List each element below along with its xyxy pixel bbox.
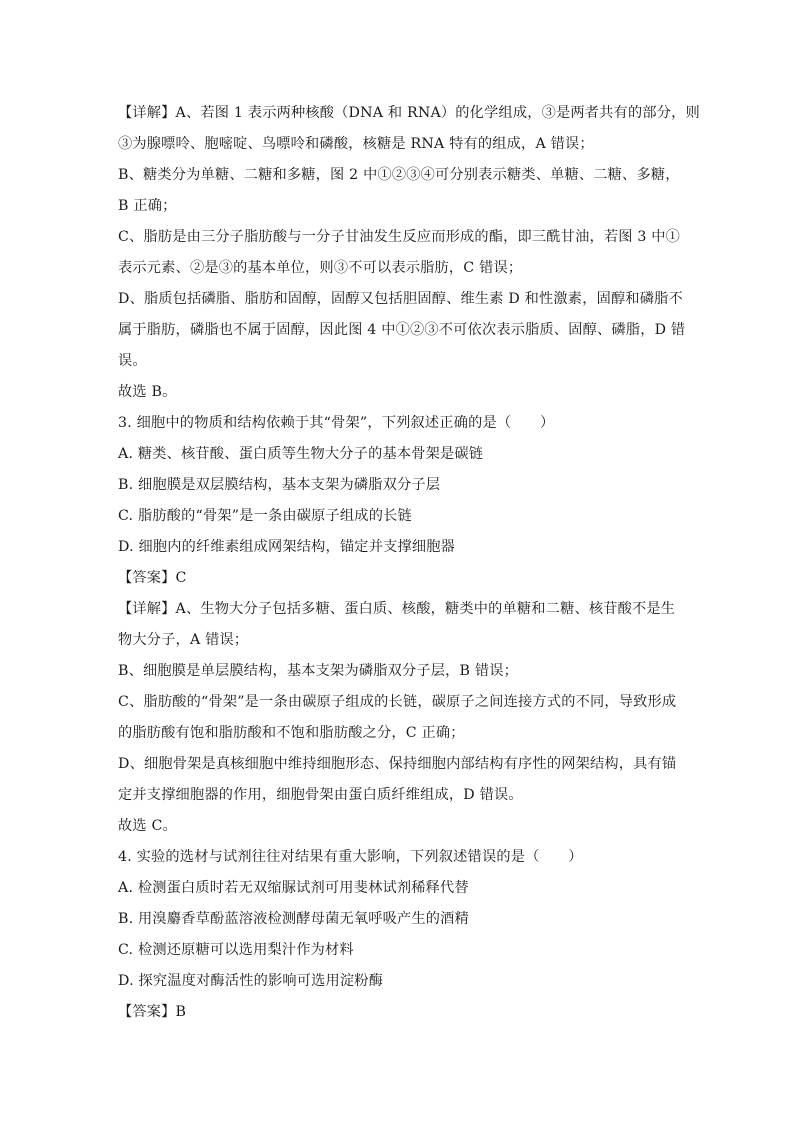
- option-d: D. 探究温度对酶活性的影响可选用淀粉酶: [118, 973, 384, 989]
- detail-line: 【详解】A、若图 1 表示两种核酸（DNA 和 RNA）的化学组成，③是两者共有的部分，则: [118, 105, 700, 121]
- detail-line: 属于脂肪，磷脂也不属于固醇，因此图 4 中①②③不可依次表示脂质、固醇、磷脂，D 错: [118, 322, 686, 338]
- detail-line: 物大分子，A 错误；: [118, 632, 249, 648]
- detail-line: C、脂肪是由三分子脂肪酸与一分子甘油发生反应而形成的酯，即三酰甘油，若图 3 中①: [118, 229, 681, 245]
- question-4: [118, 842, 678, 1028]
- detail-section-q2: [118, 98, 700, 408]
- document-page: [118, 98, 700, 1028]
- detail-line: B、细胞膜是单层膜结构，基本支架为磷脂双分子层，B 错误；: [118, 663, 519, 679]
- detail-line: 表示元素、②是③的基本单位，则③不可以表示脂肪，C 错误；: [118, 260, 523, 276]
- answer-line: 【答案】B: [118, 1004, 187, 1020]
- detail-line: D、细胞骨架是真核细胞中维持细胞形态、保持细胞内部结构有序性的网架结构，具有锚: [118, 756, 677, 772]
- question-stem: 4. 实验的选材与试剂往往对结果有重大影响，下列叙述错误的是（ ）: [118, 849, 583, 865]
- detail-line: 【详解】A、生物大分子包括多糖、蛋白质、核酸，糖类中的单糖和二糖、核苷酸不是生: [118, 601, 676, 617]
- detail-line: B 正确；: [118, 198, 177, 214]
- conclusion-line: 故选 C。: [118, 818, 177, 834]
- option-b: B. 细胞膜是双层膜结构，基本支架为磷脂双分子层: [118, 477, 441, 493]
- detail-line: C、脂肪酸的“骨架”是一条由碳原子组成的长链，碳原子之间连接方式的不同，导致形成: [118, 694, 677, 710]
- option-a: A. 检测蛋白质时若无双缩脲试剂可用斐林试剂稀释代替: [118, 880, 469, 896]
- detail-line: 的脂肪酸有饱和脂肪酸和不饱和脂肪酸之分，C 正确；: [118, 725, 465, 741]
- question-3: [118, 408, 678, 842]
- option-c: C. 脂肪酸的“骨架”是一条由碳原子组成的长链: [118, 508, 412, 524]
- option-b: B. 用溴麝香草酚蓝溶液检测酵母菌无氧呼吸产生的酒精: [118, 911, 469, 927]
- detail-line: 误。: [118, 353, 147, 369]
- option-a: A. 糖类、核苷酸、蛋白质等生物大分子的基本骨架是碳链: [118, 446, 484, 462]
- option-c: C. 检测还原糖可以选用梨汁作为材料: [118, 942, 354, 958]
- answer-line: 【答案】C: [118, 570, 187, 586]
- detail-line: ③为腺嘌呤、胞嘧啶、鸟嘌呤和磷酸，核糖是 RNA 特有的组成，A 错误；: [118, 136, 594, 152]
- detail-line: B、糖类分为单糖、二糖和多糖，图 2 中①②③④可分别表示糖类、单糖、二糖、多糖，: [118, 167, 680, 183]
- option-d: D. 细胞内的纤维素组成网架结构，锚定并支撑细胞器: [118, 539, 456, 555]
- question-stem: 3. 细胞中的物质和结构依赖于其“骨架”，下列叙述正确的是（ ）: [118, 415, 555, 431]
- detail-line: D、脂质包括磷脂、脂肪和固醇，固醇又包括胆固醇、维生素 D 和性激素，固醇和磷脂不: [118, 291, 683, 307]
- detail-line: 定并支撑细胞器的作用，细胞骨架由蛋白质纤维组成，D 错误。: [118, 787, 523, 803]
- conclusion-line: 故选 B。: [118, 384, 177, 400]
